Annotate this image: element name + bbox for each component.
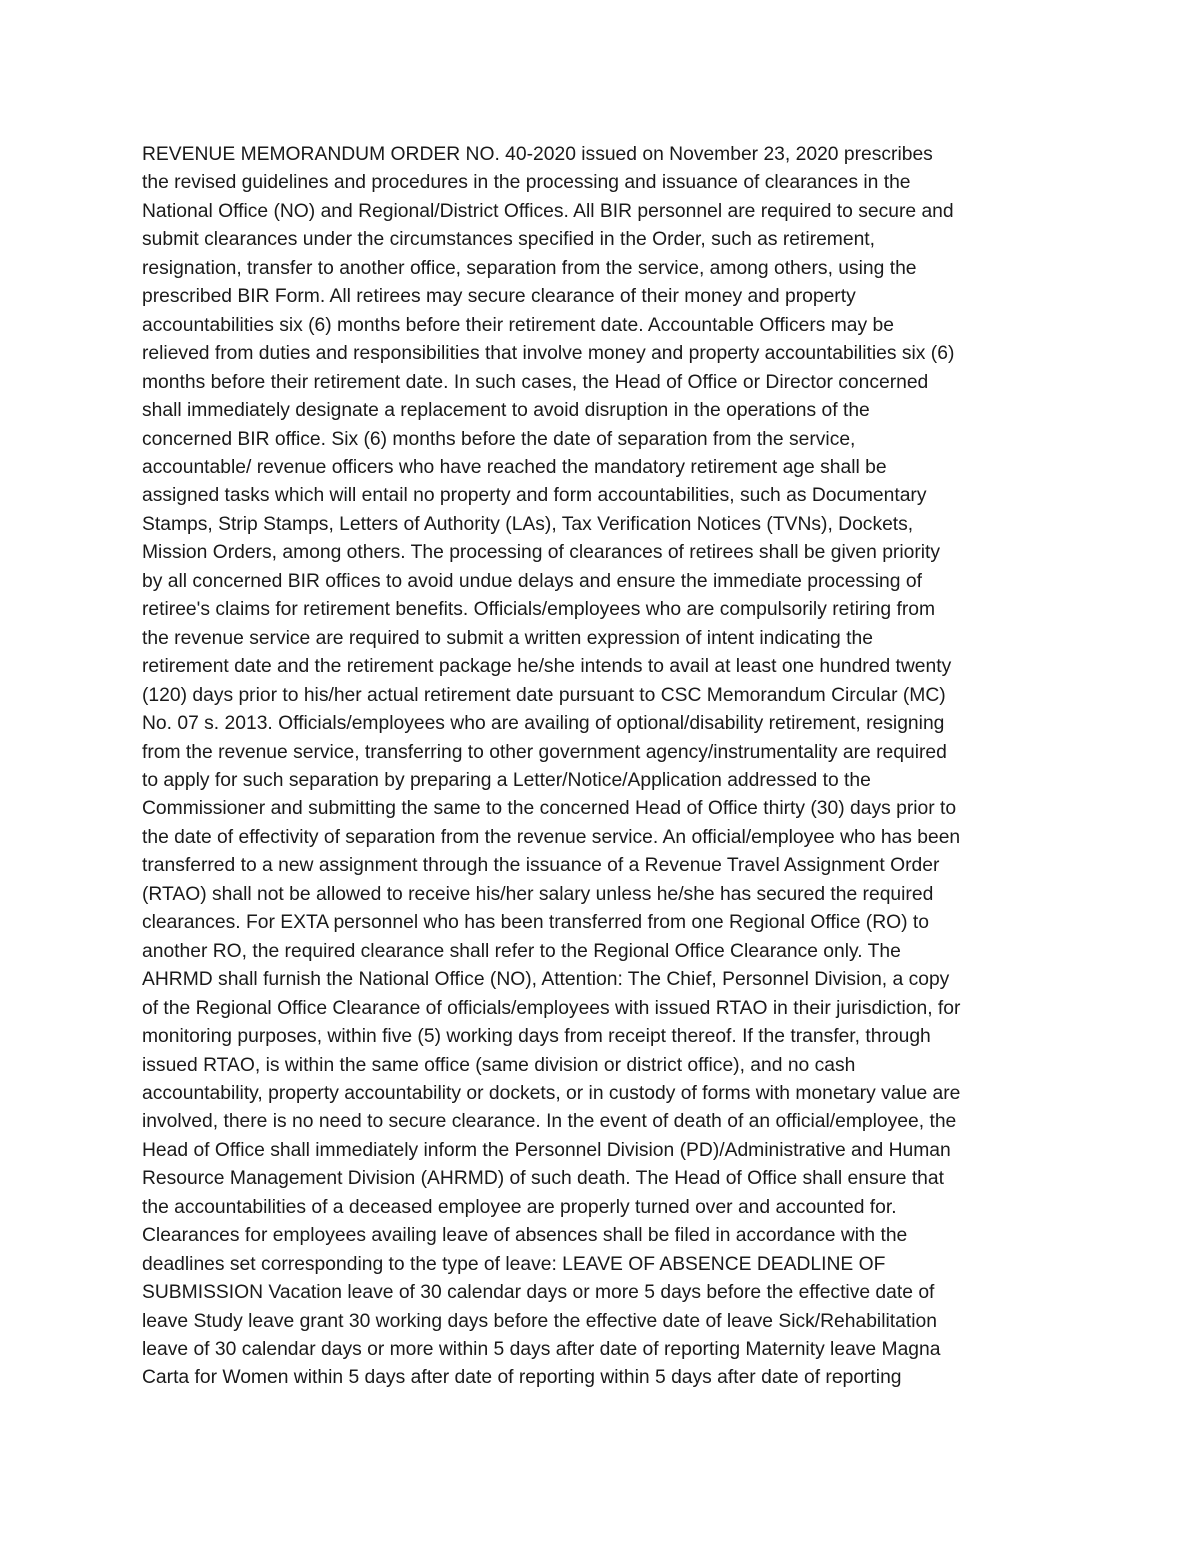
text-line: the revised guidelines and procedures in the processing and issuance of clearances in the: [142, 172, 911, 194]
text-line: involved, there is no need to secure clearance. In the event of death of an official/employee, the: [142, 1111, 957, 1133]
text-line: retiree's claims for retirement benefits. Officials/employees who are compulsorily retiring from: [142, 599, 936, 621]
text-line: Clearances for employees availing leave of absences shall be filed in accordance with the: [142, 1225, 908, 1247]
text-line: assigned tasks which will entail no property and form accountabilities, such as Documentary: [142, 485, 927, 507]
text-line: SUBMISSION Vacation leave of 30 calendar days or more 5 days before the effective date of: [142, 1282, 935, 1304]
text-line: (RTAO) shall not be allowed to receive his/her salary unless he/she has secured the required: [142, 883, 934, 905]
document-body: [142, 141, 1072, 1393]
text-line: from the revenue service, transferring to other government agency/instrumentality are required: [142, 741, 947, 763]
text-line: (120) days prior to his/her actual retirement date pursuant to CSC Memorandum Circular (MC): [142, 684, 946, 706]
text-line: No. 07 s. 2013. Officials/employees who are availing of optional/disability retirement, resigning: [142, 713, 945, 735]
text-line: accountable/ revenue officers who have reached the mandatory retirement age shall be: [142, 456, 887, 478]
text-line: accountability, property accountability or dockets, or in custody of forms with monetary value are: [142, 1082, 961, 1104]
text-line: clearances. For EXTA personnel who has been transferred from one Regional Office (RO) to: [142, 912, 929, 934]
text-line: issued RTAO, is within the same office (same division or district office), and no cash: [142, 1054, 856, 1076]
text-line: deadlines set corresponding to the type of leave: LEAVE OF ABSENCE DEADLINE OF: [142, 1253, 886, 1275]
text-line: Commissioner and submitting the same to the concerned Head of Office thirty (30) days prior to: [142, 798, 957, 820]
text-line: by all concerned BIR offices to avoid undue delays and ensure the immediate processing of: [142, 570, 922, 592]
text-line: submit clearances under the circumstances specified in the Order, such as retirement,: [142, 229, 876, 251]
text-line: shall immediately designate a replacement to avoid disruption in the operations of the: [142, 400, 870, 422]
text-line: prescribed BIR Form. All retirees may secure clearance of their money and property: [142, 286, 856, 308]
text-line: leave of 30 calendar days or more within 5 days after date of reporting Maternity leave Magna: [142, 1339, 941, 1361]
text-line: REVENUE MEMORANDUM ORDER NO. 40-2020 issued on November 23, 2020 prescribes: [142, 144, 933, 165]
text-line: retirement date and the retirement package he/she intends to avail at least one hundred twenty: [142, 656, 952, 678]
text-line: the accountabilities of a deceased employee are properly turned over and accounted for.: [142, 1196, 897, 1218]
text-line: accountabilities six (6) months before their retirement date. Accountable Officers may be: [142, 314, 894, 336]
text-line: Head of Office shall immediately inform the Personnel Division (PD)/Administrative and Human: [142, 1139, 951, 1161]
text-line: of the Regional Office Clearance of officials/employees with issued RTAO in their jurisdiction, for: [142, 997, 961, 1019]
text-line: National Office (NO) and Regional/District Offices. All BIR personnel are required to secure and: [142, 200, 954, 222]
text-line: the revenue service are required to submit a written expression of intent indicating the: [142, 627, 873, 649]
text-line: transferred to a new assignment through the issuance of a Revenue Travel Assignment Order: [142, 855, 940, 877]
text-line: another RO, the required clearance shall refer to the Regional Office Clearance only. The: [142, 940, 901, 962]
text-line: Resource Management Division (AHRMD) of such death. The Head of Office shall ensure that: [142, 1168, 944, 1190]
text-line: Mission Orders, among others. The processing of clearances of retirees shall be given priority: [142, 542, 941, 564]
text-line: to apply for such separation by preparing a Letter/Notice/Application addressed to the: [142, 769, 871, 791]
text-line: the date of effectivity of separation from the revenue service. An official/employee who has been: [142, 826, 961, 848]
text-line: monitoring purposes, within five (5) working days from receipt thereof. If the transfer, through: [142, 1026, 931, 1048]
text-line: AHRMD shall furnish the National Office (NO), Attention: The Chief, Personnel Division, a copy: [142, 969, 950, 991]
text-line: months before their retirement date. In such cases, the Head of Office or Director concerned: [142, 371, 929, 393]
text-line: resignation, transfer to another office, separation from the service, among others, using the: [142, 257, 917, 279]
text-line: Stamps, Strip Stamps, Letters of Authority (LAs), Tax Verification Notices (TVNs), Dockets,: [142, 513, 914, 535]
text-line: concerned BIR office. Six (6) months before the date of separation from the service,: [142, 428, 856, 450]
text-line: Carta for Women within 5 days after date of reporting within 5 days after date of reporting: [142, 1367, 902, 1389]
text-line: relieved from duties and responsibilities that involve money and property accountabilities six (6): [142, 343, 955, 365]
text-line: leave Study leave grant 30 working days before the effective date of leave Sick/Rehabilitation: [142, 1310, 937, 1332]
